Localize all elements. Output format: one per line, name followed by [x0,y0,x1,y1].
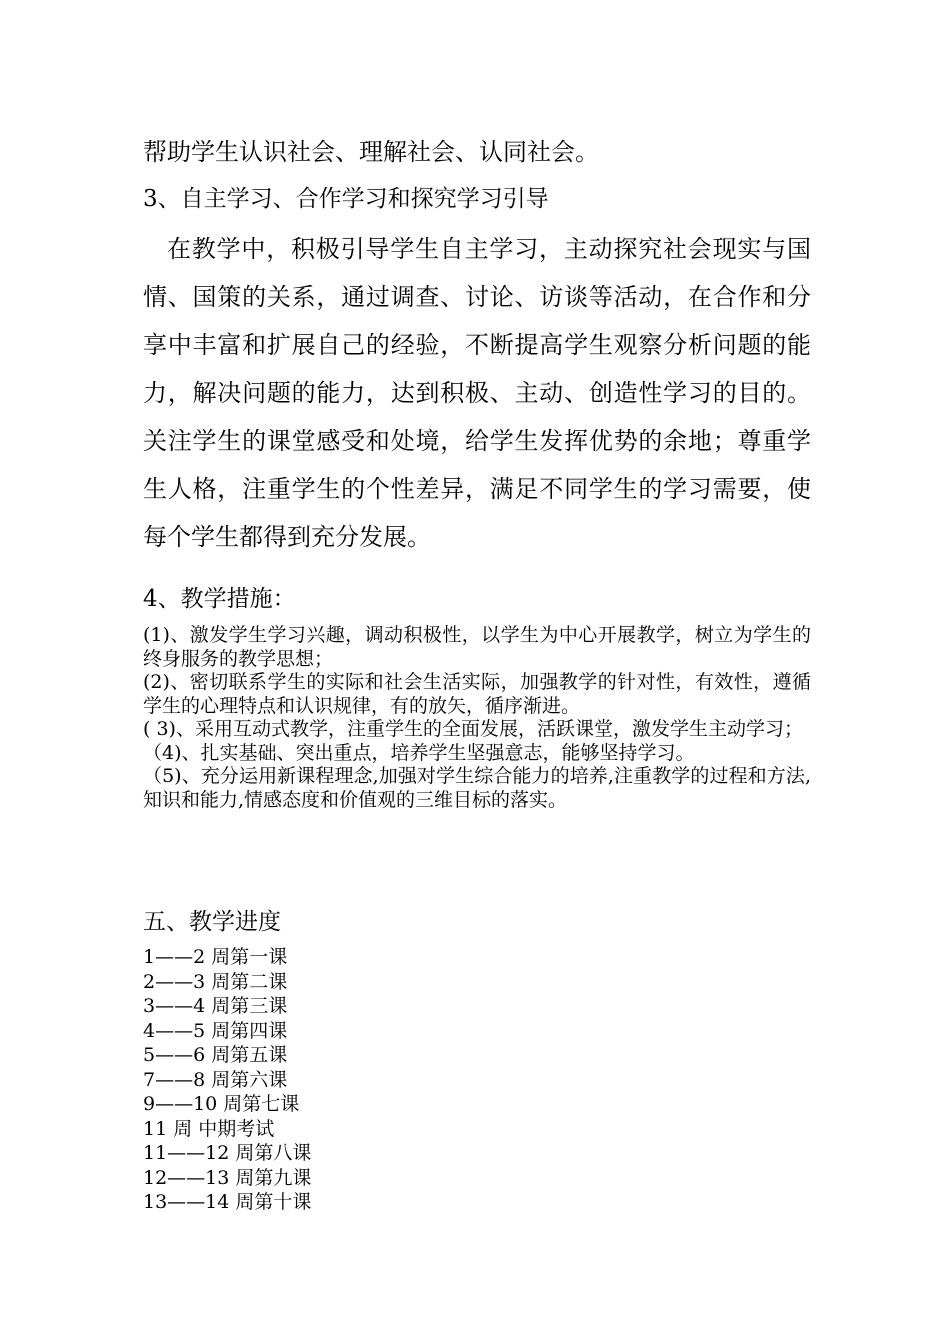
section-3-paragraph: 在教学中，积极引导学生自主学习，主动探究社会现实与国情、国策的关系，通过调查、讨论、访谈等活动，在合作和分享中丰富和扩展自己的经验，不断提高学生观察分析问题的能力，解决问题的能力，达到积极、主动、创造性学习的目的。关注学生的课堂感受和处境，给学生发挥优势的余地；尊重学生人格，注重学生的个性差异，满足不同学生的学习需要，使每个学生都得到充分发展。 [143,235,811,551]
schedule-row: 9——10 周第七课 [143,1093,300,1115]
section-4-heading: 4、教学措施： [143,586,296,612]
schedule-row: 11——12 周第八课 [143,1142,312,1164]
schedule-row: 5——6 周第五课 [143,1044,288,1066]
measure-item: （4)、扎实基础、突出重点，培养学生坚强意志，能够坚持学习。 [143,741,695,764]
measure-item: （5)、充分运用新课程理念,加强对学生综合能力的培养,注重教学的过程和方法,知识和能力,情感态度和价值观的三维目标的落实。 [143,765,811,811]
section-5-heading: 五、教学进度 [143,909,281,935]
measure-item: (2)、密切联系学生的实际和社会生活实际，加强教学的针对性，有效性，遵循学生的心理特点和认识规律，有的放矢，循序渐进。 [143,671,811,717]
schedule-row: 3——4 周第三课 [143,995,288,1017]
schedule-row: 4——5 周第四课 [143,1019,288,1042]
schedule-row: 7——8 周第六课 [143,1068,288,1091]
carry-over-line: 帮助学生认识社会、理解社会、认同社会。 [143,138,599,166]
schedule-row: 12——13 周第九课 [143,1166,312,1189]
measures-list [143,624,811,812]
schedule-row: 2——3 周第二课 [143,970,288,993]
schedule-list [143,945,311,1215]
schedule-row: 11 周 中期考试 [143,1117,275,1140]
schedule-row: 1——2 周第一课 [143,946,288,968]
measure-item: ( 3)、采用互动式教学，注重学生的全面发展，活跃课堂，激发学生主动学习； [143,718,803,740]
schedule-row: 13——14 周第十课 [143,1191,312,1213]
measure-item: (1)、激发学生学习兴趣，调动积极性，以学生为中心开展教学，树立为学生的终身服务的教学思想； [143,624,811,670]
section-3-heading: 3、自主学习、合作学习和探究学习引导 [143,186,549,212]
